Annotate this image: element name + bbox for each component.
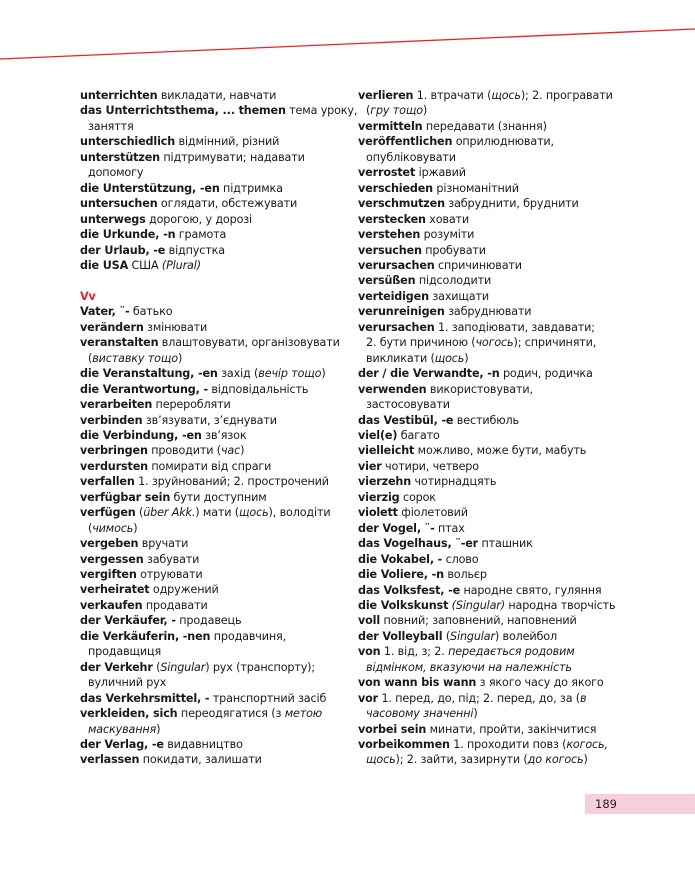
translation: чотири, четверо [381, 459, 479, 473]
page-number-tab [585, 794, 695, 814]
dictionary-entry [80, 196, 360, 211]
headword: verschieden [358, 181, 433, 195]
dictionary-entry [358, 552, 648, 567]
headword: das Volksfest, -e [358, 583, 461, 597]
translation: родич, родичка [499, 367, 593, 381]
dictionary-entry [80, 505, 360, 536]
dictionary-entry [80, 582, 360, 597]
headword: verstecken [358, 212, 426, 226]
entry-continuation [80, 351, 360, 366]
translation: ) [177, 351, 183, 365]
translation: минати, пройти, закінчитися [426, 722, 597, 736]
headword: verstehen [358, 228, 421, 242]
dictionary-entry [358, 613, 648, 628]
headword: verkleiden, sich [80, 707, 178, 721]
italic-note: в [580, 691, 587, 705]
dictionary-entry [80, 181, 360, 196]
dictionary-entry [358, 134, 648, 165]
dictionary-entry [80, 88, 360, 103]
translation: ( [135, 506, 144, 520]
dictionary-entry [358, 490, 648, 505]
dictionary-entry [358, 165, 648, 180]
headword: verteidigen [358, 289, 429, 303]
translation: зв’язок [201, 428, 247, 442]
entry-continuation [358, 103, 648, 118]
italic-note: щось [434, 351, 465, 365]
translation: одружений [149, 583, 219, 597]
translation: 2. бути причиною ( [366, 336, 476, 350]
headword: voll [358, 614, 381, 628]
dictionary-entry [80, 335, 360, 366]
translation: застосовувати [366, 398, 450, 412]
translation: дорогою, у дорозі [145, 212, 253, 226]
headword: untersuchen [80, 197, 158, 211]
headword: vielleicht [358, 444, 415, 458]
dictionary-entry [80, 706, 360, 737]
dictionary-entry [358, 382, 648, 413]
dictionary-entry [80, 320, 360, 335]
italic-note: über Akk. [143, 506, 196, 520]
italic-note: часовому значенні [366, 707, 474, 721]
dictionary-entry [358, 273, 648, 288]
translation: транспортний засіб [209, 691, 327, 705]
translation: птах [434, 521, 465, 535]
translation: оглядати, обстежувати [157, 197, 298, 211]
translation: опубліковувати [366, 150, 456, 164]
dictionary-entry [80, 598, 360, 613]
italic-note: чогось [475, 336, 514, 350]
headword: versuchen [358, 243, 422, 257]
translation: 1. заподіювати, завдавати; [434, 320, 595, 334]
dictionary-entry [80, 382, 360, 397]
dictionary-entry [80, 490, 360, 505]
translation: вестибюль [453, 413, 519, 427]
translation: ) волейбол [494, 629, 557, 643]
headword: der Vogel, ¨- [358, 521, 435, 535]
translation: 1. перед, до, під; 2. перед, до, за ( [378, 691, 581, 705]
translation: народна творчість [504, 598, 616, 612]
translation: відповідальність [207, 382, 309, 396]
dictionary-entry [358, 181, 648, 196]
dictionary-entry [80, 258, 360, 273]
translation: сорок [399, 490, 436, 504]
translation: підсолодити [415, 274, 492, 288]
translation: вручати [138, 537, 189, 551]
translation: використовувати, [426, 382, 533, 396]
translation: ( [88, 351, 93, 365]
headword: von [358, 645, 381, 659]
headword: verheiratet [80, 583, 150, 597]
dictionary-entry [80, 212, 360, 227]
dictionary-entry [358, 227, 648, 242]
translation: оприлюднювати, [452, 135, 554, 149]
dictionary-entry [358, 428, 648, 443]
translation: покидати, залишати [139, 753, 262, 767]
headword: der Volleyball [358, 629, 443, 643]
headword: verlieren [358, 89, 414, 102]
headword: von wann bis wann [358, 676, 477, 690]
translation: забруднювати [444, 305, 532, 319]
italic-note: Singular [450, 629, 495, 643]
dictionary-entry [80, 660, 360, 691]
translation: викликати ( [366, 351, 435, 365]
dictionary-entry [358, 366, 648, 381]
dictionary-entry [80, 474, 360, 489]
translation: отруювати [136, 568, 203, 582]
headword: violett [358, 506, 398, 520]
entry-continuation [358, 397, 648, 412]
headword: verbringen [80, 444, 148, 458]
dictionary-entry [358, 289, 648, 304]
italic-note: гру тощо [370, 104, 423, 118]
translation: ); 2. зайти, зазирнути ( [395, 753, 528, 767]
translation: ( [442, 629, 451, 643]
italic-note: щось [366, 753, 396, 767]
right-column [358, 88, 648, 768]
translation: викладати, навчати [157, 89, 277, 102]
italic-note: когось, [566, 738, 608, 752]
headword: die Verkäuferin, -nen [80, 629, 211, 643]
translation: змінювати [143, 320, 208, 334]
dictionary-entry [80, 428, 360, 443]
dictionary-entry [358, 320, 648, 366]
dictionary-entry [80, 227, 360, 242]
dictionary-entry [358, 196, 648, 211]
dictionary-entry [358, 722, 648, 737]
headword: vierzig [358, 490, 400, 504]
entry-continuation [358, 660, 648, 675]
entry-continuation [358, 150, 648, 165]
translation: ховати [425, 212, 470, 226]
headword: verarbeiten [80, 398, 153, 412]
dictionary-entry [80, 567, 360, 582]
translation: видавництво [163, 738, 243, 752]
dictionary-entry [358, 521, 648, 536]
headword: verfügen [80, 506, 136, 520]
dictionary-entry [80, 150, 360, 181]
translation: ), володіти [268, 506, 331, 520]
translation: помирати від спраги [147, 459, 272, 473]
headword: das Verkehrsmittel, - [80, 691, 210, 705]
translation: народне свято, гуляння [460, 583, 602, 597]
translation: ) [156, 722, 161, 736]
headword: verkaufen [80, 598, 143, 612]
entry-continuation [358, 706, 648, 721]
headword: vier [358, 459, 382, 473]
headword: vorbeikommen [358, 738, 450, 752]
dictionary-entry [80, 629, 360, 660]
translation: різноманітний [433, 181, 519, 195]
entry-continuation [358, 351, 648, 366]
translation: вуличний рух [88, 676, 167, 690]
dictionary-entry [80, 243, 360, 258]
dictionary-entry [80, 536, 360, 551]
translation: іржавий [415, 166, 466, 180]
dictionary-entry [358, 88, 648, 119]
entry-continuation [358, 752, 648, 767]
translation: ) рух (транспорту); [205, 660, 316, 674]
translation: ( [366, 104, 371, 118]
translation: США [128, 258, 159, 272]
dictionary-entry [358, 505, 648, 520]
dictionary-entry [80, 134, 360, 149]
headword: unterschiedlich [80, 135, 176, 149]
translation: захищати [428, 289, 490, 303]
headword: der Verkäufer, - [80, 614, 176, 628]
translation: пробувати [421, 243, 486, 257]
italic-note: час [220, 444, 241, 458]
italic-note: відмінком, вказуючи на належність [366, 660, 572, 674]
entry-continuation [80, 521, 360, 536]
translation: захід ( [217, 367, 259, 381]
dictionary-entry [358, 413, 648, 428]
translation: зв’язувати, з’єднувати [142, 413, 277, 427]
dictionary-entry [80, 752, 360, 767]
translation: передавати (знання) [422, 119, 547, 133]
headword: vergeben [80, 537, 139, 551]
translation: переодягатися (з [177, 707, 285, 721]
headword: verschmutzen [358, 197, 445, 211]
italic-note: маскування [88, 722, 157, 736]
entry-continuation [80, 722, 360, 737]
dictionary-entry [358, 443, 648, 458]
translation: 1. зруйнований; 2. прострочений [134, 475, 329, 489]
headword: verlassen [80, 753, 140, 767]
italic-note: чимось [92, 521, 134, 535]
section-letter: Vv [80, 289, 96, 303]
headword: vor [358, 691, 379, 705]
translation: тема уроку, [285, 104, 358, 118]
headword: verbinden [80, 413, 143, 427]
dictionary-entry [358, 243, 648, 258]
translation: ) [464, 351, 469, 365]
headword: vorbei sein [358, 722, 427, 736]
translation: відмінний, різний [175, 135, 280, 149]
headword: die Urkunde, -n [80, 228, 176, 242]
translation: продавати [142, 598, 208, 612]
translation: фіолетовий [397, 506, 468, 520]
headword: die Veranstaltung, -en [80, 367, 218, 381]
translation: забруднити, бруднити [444, 197, 579, 211]
dictionary-entry [358, 459, 648, 474]
translation: пташник [478, 537, 533, 551]
headword: der Urlaub, -e [80, 243, 166, 257]
italic-note: вечір тощо [258, 367, 322, 381]
headword: veranstalten [80, 336, 159, 350]
translation: ); спричиняти, [513, 336, 597, 350]
translation: ); 2. програвати [520, 89, 613, 102]
headword: vergiften [80, 568, 137, 582]
dictionary-entry [358, 629, 648, 644]
dictionary-entry [80, 691, 360, 706]
italic-note: (Singular) [448, 598, 505, 612]
headword: das Vestibül, -e [358, 413, 454, 427]
translation: продавець [175, 614, 242, 628]
translation: допомогу [88, 166, 144, 180]
translation: вольєр [443, 568, 487, 582]
translation: чотирнадцять [411, 475, 497, 489]
dictionary-entry [358, 212, 648, 227]
entry-continuation [80, 644, 360, 659]
translation: підтримувати; надавати [159, 150, 305, 164]
translation: повний; заповнений, наповнений [380, 614, 577, 628]
translation: продавчиня, [210, 629, 287, 643]
headword: die Unterstützung, -en [80, 181, 220, 195]
headword: unterwegs [80, 212, 146, 226]
translation: батько [129, 305, 173, 319]
dictionary-entry [358, 258, 648, 273]
headword: die Voliere, -n [358, 568, 444, 582]
headword: der Verkehr [80, 660, 153, 674]
dictionary-entry [358, 598, 648, 613]
translation: спричинювати [434, 258, 522, 272]
dictionary-entry [80, 103, 360, 134]
italic-note: (Plural) [158, 258, 201, 272]
translation: багато [397, 428, 440, 442]
translation: грамота [175, 228, 227, 242]
headword: die Verbindung, -en [80, 428, 202, 442]
headword: unterstützen [80, 150, 160, 164]
italic-note: метою [284, 707, 323, 721]
headword: verändern [80, 320, 144, 334]
translation: переробляти [152, 398, 231, 412]
headword: verwenden [358, 382, 427, 396]
headword: unterrichten [80, 89, 158, 102]
dictionary-entry [358, 119, 648, 134]
translation: продавщиця [88, 645, 162, 659]
translation: ) [133, 521, 138, 535]
italic-note: передається родовим [448, 645, 575, 659]
headword: Vater, ¨- [80, 305, 130, 319]
dictionary-entry [358, 675, 648, 690]
translation: заняття [88, 119, 134, 133]
translation: забувати [143, 552, 200, 566]
headword: vergessen [80, 552, 144, 566]
translation: ) [240, 444, 245, 458]
translation: ) [583, 753, 588, 767]
headword: das Unterrichtsthema, ... themen [80, 104, 286, 118]
translation: відпустка [165, 243, 225, 257]
headword: verfallen [80, 475, 135, 489]
headword: die Volkskunst [358, 598, 449, 612]
translation: ( [152, 660, 161, 674]
italic-note: виставку тощо [92, 351, 178, 365]
headword: versüßen [358, 274, 416, 288]
headword: der Verlag, -e [80, 738, 164, 752]
dictionary-entry [80, 459, 360, 474]
dictionary-entry [80, 304, 360, 319]
entry-continuation [80, 165, 360, 180]
translation: розуміти [420, 228, 475, 242]
dictionary-entry [80, 552, 360, 567]
left-column [80, 88, 360, 768]
translation: з якого часу до якого [476, 676, 604, 690]
translation: ) [422, 104, 428, 118]
dictionary-entry [358, 644, 648, 675]
headword: die Verantwortung, - [80, 382, 208, 396]
dictionary-entry [358, 691, 648, 722]
dictionary-entry [80, 397, 360, 412]
translation: підтримка [219, 181, 283, 195]
italic-note: до когось [527, 753, 584, 767]
headword: das Vogelhaus, ¨-er [358, 537, 479, 551]
dictionary-entry [358, 474, 648, 489]
dictionary-entry [80, 413, 360, 428]
translation: ) [321, 367, 326, 381]
dictionary-entry [358, 567, 648, 582]
translation: влаштовувати, організовувати [158, 336, 340, 350]
dictionary-entry [358, 304, 648, 319]
translation: можливо, може бути, мабуть [414, 444, 587, 458]
dictionary-entry [358, 536, 648, 551]
headword: vermitteln [358, 119, 423, 133]
entry-continuation [358, 335, 648, 350]
italic-note: щось [239, 506, 269, 520]
dictionary-entry [80, 443, 360, 458]
headword: veröffentlichen [358, 135, 453, 149]
translation: 1. проходити повз ( [449, 738, 567, 752]
dictionary-entry [358, 583, 648, 598]
headword: vierzehn [358, 475, 412, 489]
translation: ( [88, 521, 93, 535]
dictionary-entry [80, 737, 360, 752]
headword: die USA [80, 258, 129, 272]
headword: der / die Verwandte, -n [358, 367, 500, 381]
translation: бути доступним [170, 490, 267, 504]
headword: verursachen [358, 258, 435, 272]
dictionary-entry [80, 366, 360, 381]
headword: verrostet [358, 166, 416, 180]
headword: verfügbar sein [80, 490, 171, 504]
dictionary-entry [358, 737, 648, 768]
headword: die Vokabel, - [358, 552, 443, 566]
entry-continuation [80, 675, 360, 690]
translation: ) мати ( [195, 506, 240, 520]
translation: 1. втрачати ( [413, 89, 492, 102]
translation: проводити ( [147, 444, 221, 458]
translation: слово [442, 552, 479, 566]
italic-note: Singular [160, 660, 206, 674]
translation: 1. від, з; 2. [380, 645, 449, 659]
headword: verursachen [358, 320, 435, 334]
translation: ) [473, 707, 478, 721]
page-number: 189 [595, 797, 617, 811]
italic-note: щось [491, 89, 521, 102]
entry-continuation [80, 119, 360, 134]
headword: verdursten [80, 459, 148, 473]
headword: verunreinigen [358, 305, 445, 319]
headword: viel(e) [358, 428, 398, 442]
dictionary-entry [80, 613, 360, 628]
